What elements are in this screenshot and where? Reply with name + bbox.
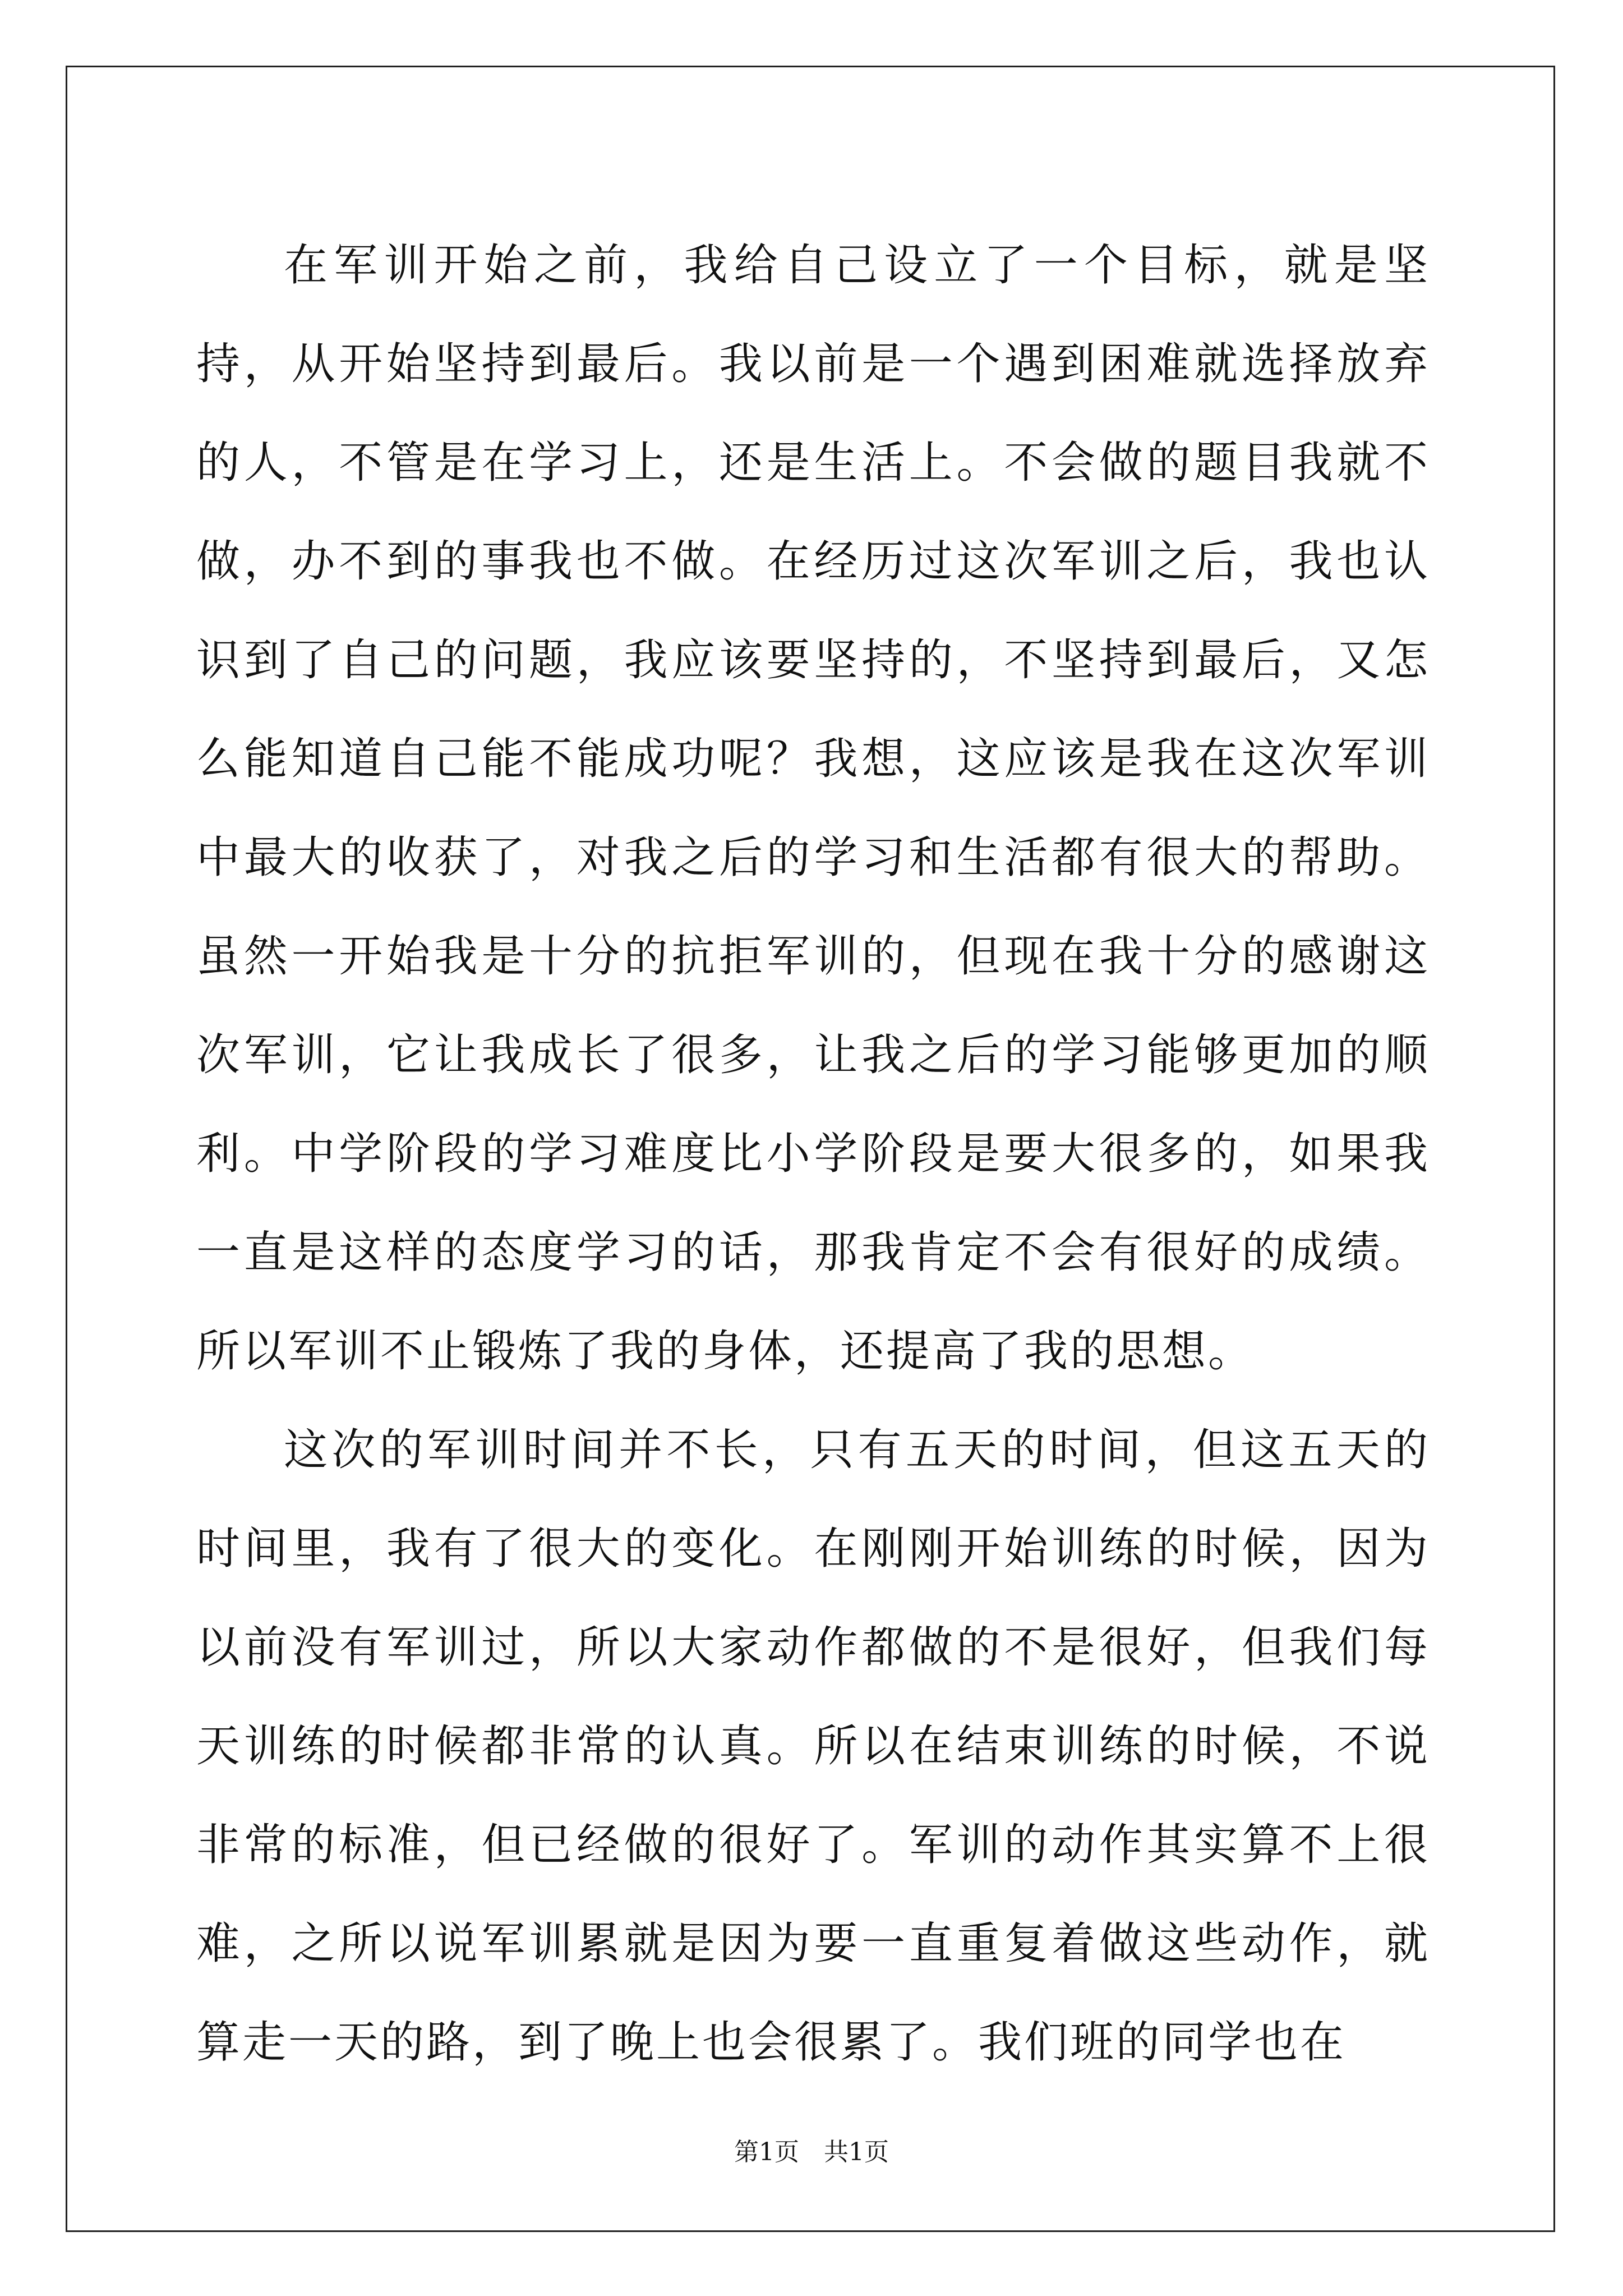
document-body: [196, 216, 1430, 2092]
page-footer: [0, 2132, 1623, 2168]
page-number-current: 第1页: [734, 2138, 799, 2166]
paragraph-2: 这次的军训时间并不长，只有五天的时间，但这五天的时间里，我有了很大的变化。在刚刚开始训练的时候，因为以前没有军训过，所以大家动作都做的不是很好，但我们每天训练的时候都非常的认真。所以在结束训练的时候，不说非常的标准，但已经做的很好了。军训的动作其实算不上很难，之所以说军训累就是因为要一直重复着做这些动作，就算走一天的路，到了晚上也会很累了。我们班的同学也在: [196, 1425, 1430, 2068]
page-number-total: 共1页: [824, 2138, 889, 2166]
paragraph-1: 在军训开始之前，我给自己设立了一个目标，就是坚持，从开始坚持到最后。我以前是一个遇到困难就选择放弃的人，不管是在学习上，还是生活上。不会做的题目我就不做，办不到的事我也不做。在经历过这次军训之后，我也认识到了自己的问题，我应该要坚持的，不坚持到最后，又怎么能知道自己能不能成功呢？我想，这应该是我在这次军训中最大的收获了，对我之后的学习和生活都有很大的帮助。虽然一开始我是十分的抗拒军训的，但现在我十分的感谢这次军训，它让我成长了很多，让我之后的学习能够更加的顺利。中学阶段的学习难度比小学阶段是要大很多的，如果我一直是这样的态度学习的话，那我肯定不会有很好的成绩。所以军训不止锻炼了我的身体，还提高了我的思想。: [196, 240, 1430, 1377]
